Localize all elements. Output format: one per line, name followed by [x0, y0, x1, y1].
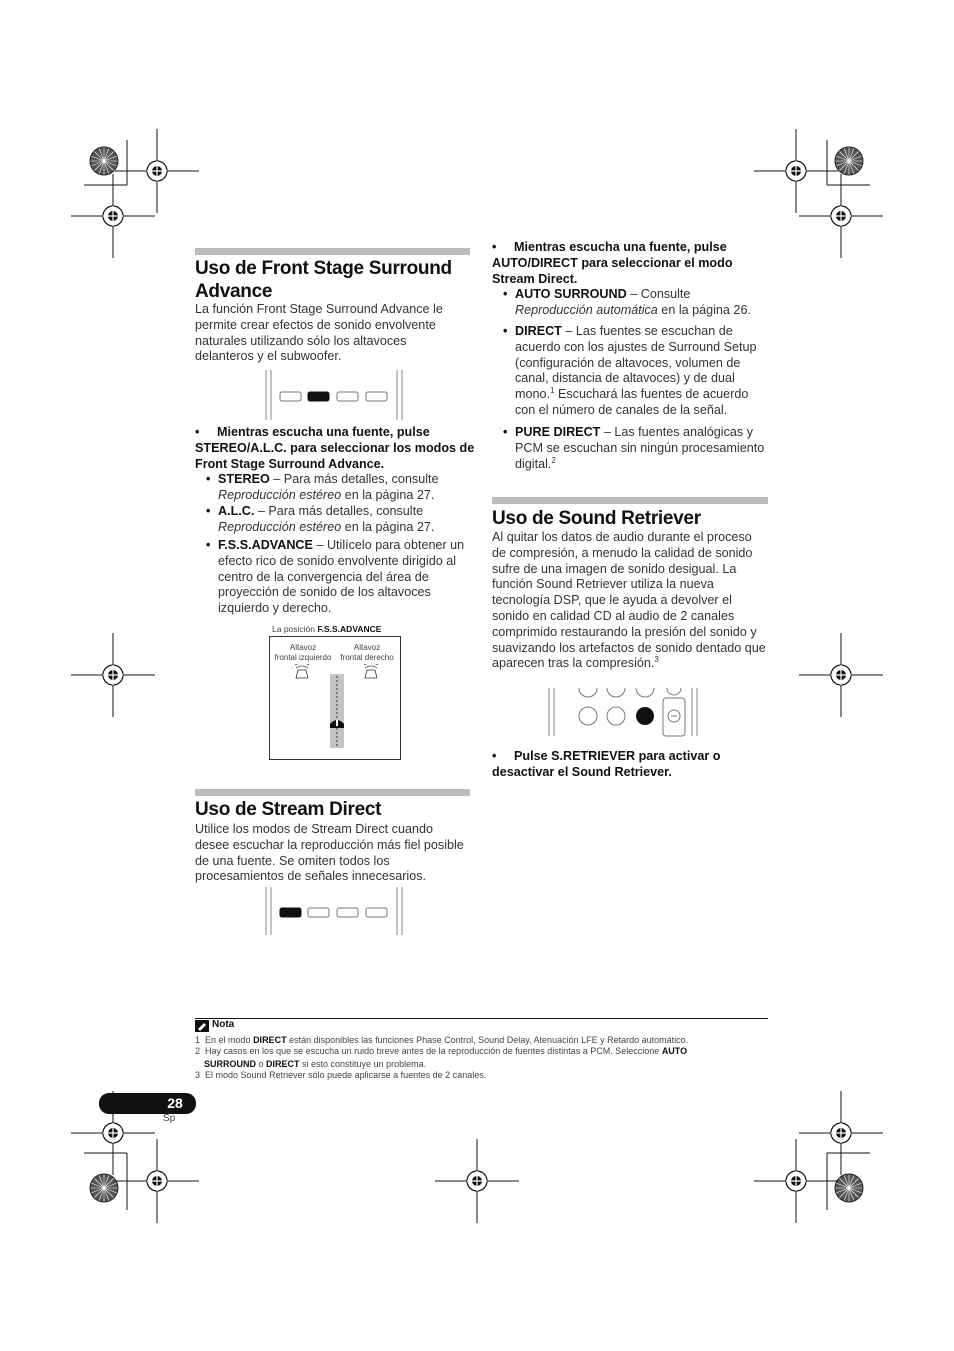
- fss-item-alc: • A.L.C. – Para más detalles, consulte Reproducción estéreo en la página 27.: [206, 504, 435, 534]
- fss-diagram-graphic: [270, 664, 398, 756]
- left-speaker-icon: [295, 664, 309, 678]
- stream-instruction: • Mientras escucha una fuente, pulse AUTO/DIRECT para seleccionar el modo Stream Direct.: [492, 240, 733, 286]
- section-rule: [195, 248, 470, 255]
- remote-round-buttons-retriever: [545, 682, 705, 738]
- page-number: 28: [167, 1095, 183, 1111]
- fss-item-advance: • F.S.S.ADVANCE – Utilícelo para obtener un efecto rico de sonido envolvente dirigido al centro de la convergencia del área de proyección de sonido de los altavoces izquierdo y derecho.: [206, 538, 465, 616]
- notes-heading: Nota: [212, 1019, 235, 1030]
- note-1: 1 En el modo DIRECT están disponibles las funciones Phase Control, Sound Delay, Atenuación LFE y Retardo automático.: [195, 1035, 689, 1045]
- retriever-instruction: • Pulse S.RETRIEVER para activar o desactivar el Sound Retriever.: [492, 749, 721, 779]
- retriever-intro: Al quitar los datos de audio durante el proceso de compresión, a menudo la calidad de sonido sufre de una imagen de sonido desigual. La función Sound Retriever utiliza la nueva tecnología DSP, que le ayuda a devolver el sonido en calidad CD al audio de 2 canales comprimido restaurando la presión del sonido y suavizando los artefactos de sonido dentado que aparecen tras la compresión.$^3$: [492, 530, 766, 671]
- fss-instruction: • Mientras escucha una fuente, pulse STEREO/A.L.C. para seleccionar los modos de Front Stage Surround Advance.: [195, 425, 475, 471]
- note-2: 2 Hay casos en los que se escucha un ruido breve antes de la reproducción de fuentes distintas a PCM. Seleccione AUTO: [195, 1046, 688, 1056]
- fss-item-stereo: • STEREO – Para más detalles, consulte Reproducción estéreo en la página 27.: [206, 472, 439, 502]
- stream-intro: Utilice los modos de Stream Direct cuando desee escuchar la reproducción más fiel posible de una fuente. Se omiten todos los procesamientos de señales innecesarios.: [195, 822, 464, 884]
- note-3: 3 El modo Sound Retriever sólo puede aplicarse a fuentes de 2 canales.: [195, 1070, 487, 1080]
- section-title-stream: Uso de Stream Direct: [195, 799, 382, 820]
- note-2-cont: SURROUND o DIRECT si esto constituye un problema.: [204, 1059, 427, 1069]
- section-title-fss: Uso de Front Stage Surround Advance: [195, 258, 452, 302]
- fss-diagram-caption: La posición F.S.S.ADVANCE: [272, 624, 382, 634]
- section-rule: [492, 497, 768, 504]
- section-title-retriever: Uso de Sound Retriever: [492, 508, 701, 529]
- left-speaker-label: Altavoz frontal izquierdo: [274, 643, 332, 662]
- notes-rule: [195, 1018, 768, 1019]
- section-rule: [195, 789, 470, 796]
- remote-button-strip-stream: [262, 887, 406, 935]
- right-speaker-label: Altavoz frontal derecho: [340, 643, 394, 662]
- page-language: Sp: [163, 1113, 176, 1124]
- remote-button-strip-fss: [262, 370, 406, 420]
- stream-item-pure-direct: • PURE DIRECT – Las fuentes analógicas y PCM se escuchan sin ningún procesamiento digital.$^2$: [503, 425, 765, 471]
- stream-item-auto-surround: • AUTO SURROUND – Consulte Reproducción automática en la página 26.: [503, 287, 751, 317]
- right-speaker-icon: [364, 664, 378, 678]
- fss-intro: La función Front Stage Surround Advance le permite crear efectos de sonido envolvente naturales utilizando sólo los altavoces delanteros y el subwoofer.: [195, 302, 443, 364]
- stream-item-direct: • DIRECT – Las fuentes se escuchan de acuerdo con los ajustes de Surround Setup (configuración de altavoces, volumen de canal, distancia de altavoces) y de dual mono.$^1$ Escuchará las fuentes de acuerdo con el número de canales de la señal.: [503, 324, 757, 417]
- pencil-note-icon: [195, 1020, 209, 1032]
